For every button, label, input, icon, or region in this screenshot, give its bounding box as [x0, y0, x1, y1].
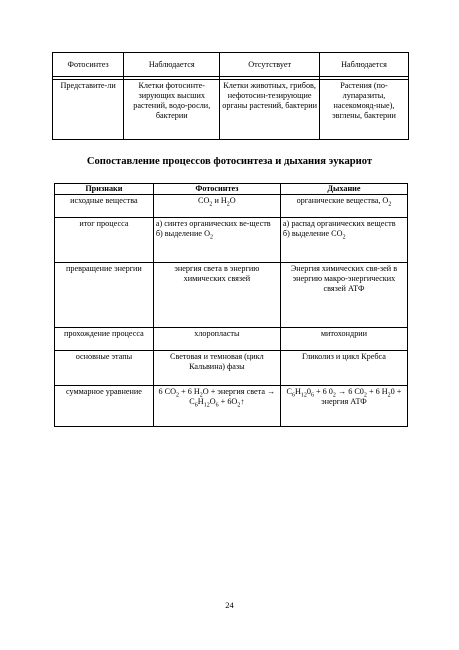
section-title: Сопоставление процессов фотосинтеза и дыхания эукариот	[86, 156, 373, 167]
table-cell: а) распад органических веществ б) выделение $CO_2$	[280, 217, 407, 262]
table-cell: $CO_2$ и $H_2O$	[153, 194, 280, 217]
table-row	[53, 53, 409, 77]
table-cell: Световая и темновая (цикл Кальвина) фазы	[153, 350, 280, 385]
table-cell: энергия света в энергию химических связей	[153, 262, 280, 327]
table-header-row	[55, 184, 408, 195]
table-row	[55, 385, 408, 426]
table-cell: 6 $CO_2 + 6$ $H_2O$ + энергия света → $C_6H_{12}O_6$ + $6O_2↑$	[153, 385, 280, 426]
table-cell: Наблюдается	[124, 53, 220, 77]
table-cell: Растения (по-лупаразиты, насекомояд-ные), эвглены, бактерии	[319, 80, 408, 140]
column-header: Фотосинтез	[153, 184, 280, 195]
table-row	[55, 262, 408, 327]
table-row	[55, 194, 408, 217]
table-cell: а) синтез органических ве-ществ б) выделение $O_2$	[153, 217, 280, 262]
table-cell: органические вещества, $O_2$	[280, 194, 407, 217]
table-cell: $C_6H_{12}0_6 + 6$ $0_2 \to 6$ $C0_2 + 6$ $H_20$ + энергия АТФ	[280, 385, 407, 426]
table-row	[55, 350, 408, 385]
table-row	[55, 217, 408, 262]
table-cell: Клетки фотосинте-зирующих высших растений, водо-росли, бактерии	[124, 80, 220, 140]
table-cell: основные этапы	[55, 350, 154, 385]
table-cell: превращение энергии	[55, 262, 154, 327]
table-cell: исходные вещества	[55, 194, 154, 217]
table-cell: Клетки животных, грибов, нефотосин-тезирующие органы растений, бактерии	[220, 80, 320, 140]
table-cell: Гликолиз и цикл Кребса	[280, 350, 407, 385]
page-number: 24	[225, 600, 234, 610]
table-cell: митохондрии	[280, 327, 407, 350]
table-cell: Отсутствует	[220, 53, 320, 77]
table-cell: итог процесса	[55, 217, 154, 262]
table-cell: суммарное уравнение	[55, 385, 154, 426]
column-header: Признаки	[55, 184, 154, 195]
table-comparison	[54, 183, 408, 427]
table-cell: хлоропласты	[153, 327, 280, 350]
column-header: Дыхание	[280, 184, 407, 195]
table-occurrence	[52, 52, 409, 140]
table-cell: Наблюдается	[319, 53, 408, 77]
table-cell: Фотосинтез	[53, 53, 124, 77]
table-row	[55, 327, 408, 350]
table-cell: Энергия химических свя-зей в энергию макро-энергических связей АТФ	[280, 262, 407, 327]
table-cell: Представите-ли	[53, 80, 124, 140]
table-cell: прохождение процесса	[55, 327, 154, 350]
table-row	[53, 80, 409, 140]
